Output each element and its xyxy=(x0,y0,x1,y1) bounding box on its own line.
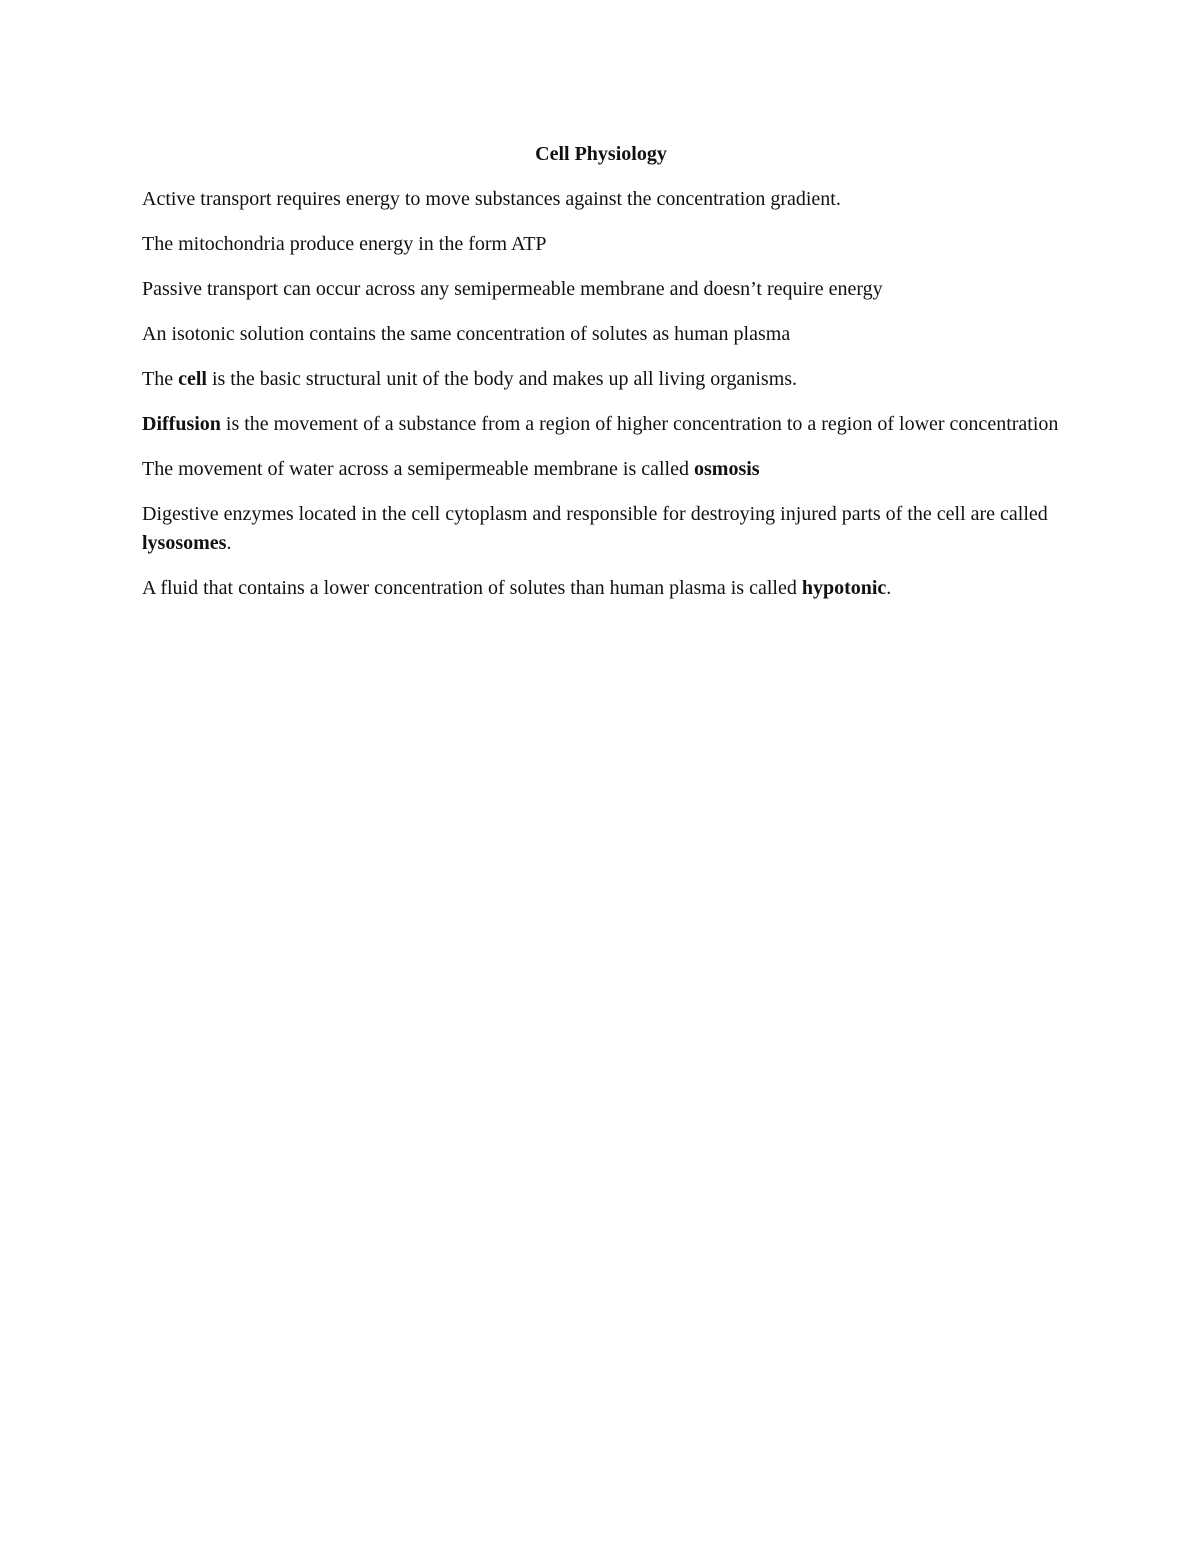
term-diffusion: Diffusion xyxy=(142,413,221,435)
paragraph-osmosis xyxy=(142,455,1060,484)
paragraph-lysosomes-before: Digestive enzymes located in the cell cytoplasm and responsible for destroying injured parts of the cell are called xyxy=(142,503,1048,525)
paragraph-osmosis-before: The movement of water across a semipermeable membrane is called xyxy=(142,458,694,480)
paragraph-cell-after: is the basic structural unit of the body and makes up all living organisms. xyxy=(206,368,798,390)
paragraph-cell-before: The xyxy=(142,368,179,390)
paragraph-hypotonic-after: . xyxy=(886,577,892,599)
term-osmosis: osmosis xyxy=(694,458,760,480)
paragraph-cell xyxy=(142,365,1060,394)
paragraph-lysosomes-after: . xyxy=(226,532,232,554)
term-cell: cell xyxy=(178,368,207,390)
paragraph-hypotonic xyxy=(142,574,1060,603)
term-hypotonic: hypotonic xyxy=(801,577,887,599)
paragraph-mitochondria: The mitochondria produce energy in the form ATP xyxy=(142,233,547,255)
paragraph-passive-transport: Passive transport can occur across any semipermeable membrane and doesn’t require energy xyxy=(142,278,883,300)
paragraph-active-transport: Active transport requires energy to move substances against the concentration gradient. xyxy=(142,188,841,210)
paragraph-isotonic: An isotonic solution contains the same concentration of solutes as human plasma xyxy=(142,323,791,345)
paragraph-diffusion-after: is the movement of a substance from a region of higher concentration to a region of lower concentration xyxy=(220,413,1059,435)
term-lysosomes: lysosomes xyxy=(142,532,227,554)
page-title: Cell Physiology xyxy=(535,143,667,165)
paragraph-hypotonic-before: A fluid that contains a lower concentration of solutes than human plasma is called xyxy=(142,577,802,599)
document-body xyxy=(142,140,1060,619)
paragraph-lysosomes xyxy=(142,500,1060,558)
paragraph-diffusion xyxy=(142,410,1060,439)
